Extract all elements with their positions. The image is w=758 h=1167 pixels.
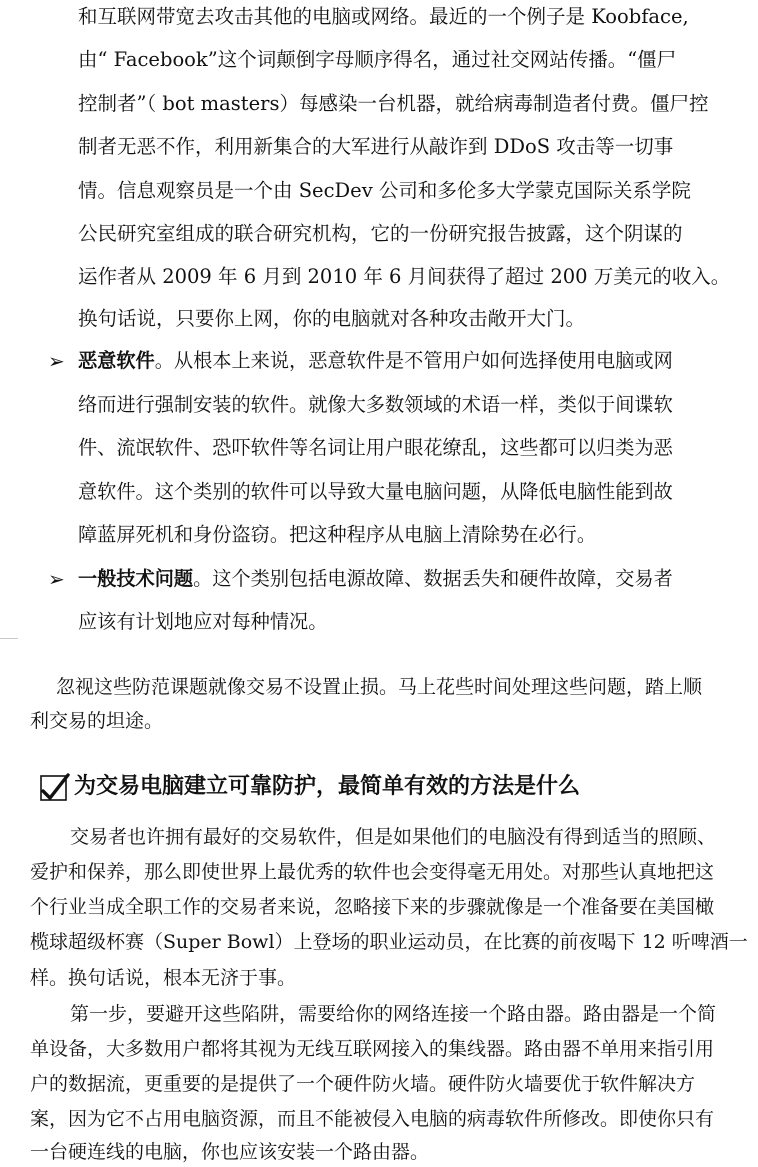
bullet-first-line (78, 348, 673, 374)
bullet-first-line (78, 566, 673, 592)
text-line: 利交易的坦途。 (30, 710, 164, 732)
text-line: 情。信息观察员是一个由 SecDev 公司和多伦多大学蒙克国际关系学院 (78, 179, 691, 202)
text-line: 控制者”（ bot masters）每感染一台机器，就给病毒制造者付费。僵尸控 (78, 92, 709, 115)
text-line: 一台硬连线的电脑，你也应该安装一个路由器。 (30, 1141, 430, 1163)
bullet-term: 一般技术问题 (78, 567, 194, 590)
text-line: 公民研究室组成的联合研究机构，它的一份研究报告披露，这个阴谋的 (78, 222, 683, 245)
text-line: 络而进行强制安装的软件。就像大多数领域的术语一样，类似于间谍软 (78, 393, 673, 416)
checkmark-icon (40, 772, 70, 802)
text-line: 运作者从 2009 年 6 月到 2010 年 6 月间获得了超过 200 万美元的收入。 (78, 265, 731, 288)
text-line: 爱护和保养，那么即使世界上最优秀的软件也会变得毫无用处。对那些认真地把这 (30, 861, 715, 883)
arrow-bullet-icon: ➢ (48, 349, 65, 373)
text-line: 第一步，要避开这些陷阱，需要给你的网络连接一个路由器。路由器是一个简 (70, 1003, 717, 1025)
text-line: 忽视这些防范课题就像交易不设置止损。马上花些时间处理这些问题，踏上顺 (56, 676, 703, 698)
text-line: 样。换句话说，根本无济于事。 (30, 967, 297, 989)
bullet-term: 恶意软件 (78, 349, 155, 372)
text-line: 案，因为它不占用电脑资源，而且不能被侵入电脑的病毒软件所修改。即使你只有 (30, 1108, 715, 1130)
text-line: 和互联网带宽去攻击其他的电脑或网络。最近的一个例子是 Koobface, (78, 5, 689, 28)
text-line: 制者无恶不作，利用新集合的大军进行从敲诈到 DDoS 攻击等一切事 (78, 135, 674, 158)
bullet-text: 。从根本上来说，恶意软件是不管用户如何选择使用电脑或网 (154, 349, 673, 372)
text-line: 障蓝屏死机和身份盗窃。把这种程序从电脑上清除势在必行。 (78, 523, 597, 546)
text-line: 件、流氓软件、恐吓软件等名词让用户眼花缭乱，这些都可以归类为恶 (78, 436, 673, 459)
section-title: 为交易电脑建立可靠防护，最简单有效的方法是什么 (74, 774, 581, 799)
text-line: 单设备，大多数用户都将其视为无线互联网接入的集线器。路由器不单用来指引用 (30, 1038, 715, 1060)
text-line: 应该有计划地应对每种情况。 (78, 610, 328, 633)
arrow-bullet-icon: ➢ (48, 567, 65, 591)
text-line: 个行业当成全职工作的交易者来说，忽略接下来的步骤就像是一个准备要在美国橄 (30, 896, 715, 918)
text-line: 交易者也许拥有最好的交易软件，但是如果他们的电脑没有得到适当的照顾、 (70, 826, 717, 848)
text-line: 户的数据流，更重要的是提供了一个硬件防火墙。硬件防火墙要优于软件解决方 (30, 1073, 696, 1095)
bullet-text: 。这个类别包括电源故障、数据丢失和硬件故障，交易者 (193, 567, 673, 590)
text-line: 由“ Facebook”这个词颠倒字母顺序得名，通过社交网站传播。“僵尸 (78, 48, 677, 71)
section-heading (40, 770, 740, 804)
text-line: 意软件。这个类别的软件可以导致大量电脑问题，从降低电脑性能到故 (78, 480, 673, 503)
scan-speck (0, 638, 18, 639)
text-line: 榄球超级杯赛（Super Bowl）上登场的职业运动员，在比赛的前夜喝下 12 听啤酒一 (30, 931, 748, 953)
text-line: 换句话说，只要你上网，你的电脑就对各种攻击敞开大门。 (78, 307, 586, 330)
